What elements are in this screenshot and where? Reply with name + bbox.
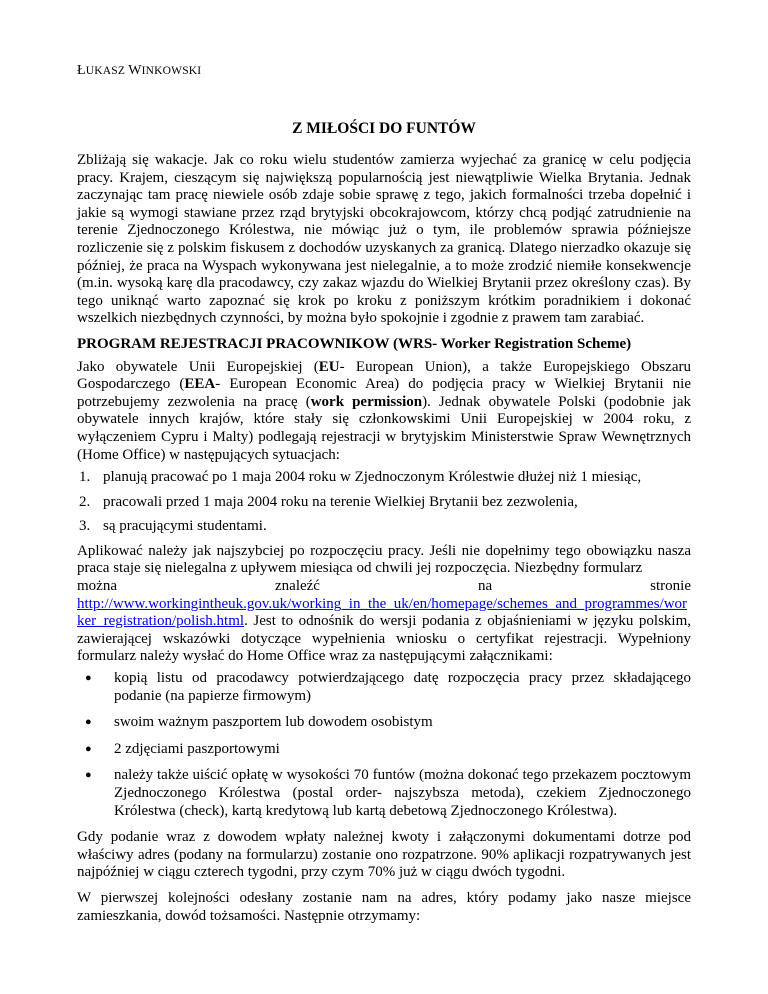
list-item: ● 2 zdjęciami paszportowymi (77, 741, 691, 759)
next-steps-paragraph: W pierwszej kolejności odesłany zostanie nam na adres, który podamy jako nasze miejsce zamieszkania, dowód tożsamości. Następnie otrzymamy: (77, 889, 691, 924)
list-item: 2. pracowali przed 1 maja 2004 roku na terenie Wielkiej Brytanii bez zezwolenia, (79, 493, 578, 510)
attachments-list (77, 670, 691, 820)
list-item: ● kopią listu od pracodawcy potwierdzającego datę rozpoczęcia pracy przez składającego podanie (na papierze firmowym) (77, 670, 691, 705)
list-item: 3. są pracującymi studentami. (79, 518, 267, 535)
article-title: Z MIŁOŚCI DO FUNTÓW (292, 120, 476, 137)
application-paragraph: Aplikować należy jak najszybciej po rozpoczęciu pracy. Jeśli nie dopełnimy tego obowiązku nasza praca staje się nielegalna z upływem miesiąca od chwili jej rozpoczęcia. Niezbędny formularz można znaleźć na stronie http://www.workingintheuk.gov.uk/working_in_the_uk/en/homepage/schemes_and_programmes/worker_registration/polish.html. Jest to odnośnik do wersji podania z objaśnieniami w języku polskim, zawierającej wskazówki dotyczące wypełnienia wniosku o certyfikat rejestracji. Wypełniony formularz należy wysłać do Home Office wraz za następującymi załącznikami: (77, 542, 691, 665)
section-heading: PROGRAM REJESTRACJI PRACOWNIKOW (WRS- Worker Registration Scheme) (77, 335, 632, 352)
list-item: ● należy także uiścić opłatę w wysokości 70 funtów (można dokonać tego przekazem pocztowym Zjednoczonego Królestwa (postal order- najszybsza metoda), czekiem Zjednoczonego Królestwa (check), kartą kredytową lub kartą debetową Zjednoczonego Królestwa). (77, 767, 691, 820)
list-item: ● swoim ważnym paszportem lub dowodem osobistym (77, 714, 691, 732)
eu-paragraph: Jako obywatele Unii Europejskiej (EU- European Union), a także Europejskiego Obszaru Gospodarczego (EEA- European Economic Area) do podjęcia pracy w Wielkiej Brytanii nie potrzebujemy zezwolenia na pracę (work permission). Jednak obywatele Polski (podobnie jak obywatele innych krajów, które stały się członkowskimi Unii Europejskiej w 2004 roku, z wyłączeniem Cypru i Malty) podlegają rejestracji w brytyjskim Ministerstwie Spraw Wewnętrznych (Home Office) w następujących sytuacjach: (77, 358, 692, 463)
form-link[interactable]: http://www.workingintheuk.gov.uk/working_in_the_uk/en/homepage/schemes_and_programmes/worker_registration/polish.html (77, 595, 688, 630)
list-item: 1. planują pracować po 1 maja 2004 roku w Zjednoczonym Królestwie dłużej niż 1 miesiąc, (79, 469, 642, 486)
author-name: ŁUKASZ WINKOWSKI (77, 63, 202, 78)
bullet-icon: ● (85, 769, 92, 782)
bullet-icon: ● (85, 742, 92, 755)
processing-paragraph: Gdy podanie wraz z dowodem wpłaty należnej kwoty i załączonymi dokumentami dotrze pod właściwy adres (podany na formularzu) zostanie ono rozpatrzone. 90% aplikacji rozpatrywanych jest najpóźniej w ciągu czterech tygodni, przy czym 70% już w ciągu dwóch tygodni. (77, 829, 691, 881)
conditions-list (77, 469, 691, 536)
bullet-icon: ● (85, 716, 92, 729)
article-body (77, 152, 691, 925)
bullet-icon: ● (85, 672, 92, 685)
intro-paragraph: Zbliżają się wakacje. Jak co roku wielu studentów zamierza wyjechać za granicę w celu podjęcia pracy. Krajem, cieszącym się największą popularnością jest niewątpliwie Wielka Brytania. Jednak zaczynając tam pracę niewiele osób zdaje sobie sprawę z tego, jakich formalności trzeba dopełnić i jakie są wymogi stawiane przez rząd brytyjski obcokrajowcom, którzy chcą podjąć zatrudnienie na terenie Zjednoczonego Królestwa, nie mówiąc już o tym, ile problemów sprawia późniejsze rozliczenie się z polskim fiskusem z dochodów uzyskanych za granicą. Dlatego nierzadko okazuje się później, że praca na Wyspach wykonywana jest nielegalnie, a to może zrodzić niemiłe konsekwencje (m.in. wysoką karę dla pracodawcy, czy zakaz wjazdu do Wielkiej Brytanii przez określony czas). By tego uniknąć warto zapoznać się krok po kroku z poniższym krótkim poradnikiem i dokonać wszelkich niezbędnych czynności, by można było spokojnie i zgodnie z prawem tam zarabiać. (77, 152, 691, 327)
